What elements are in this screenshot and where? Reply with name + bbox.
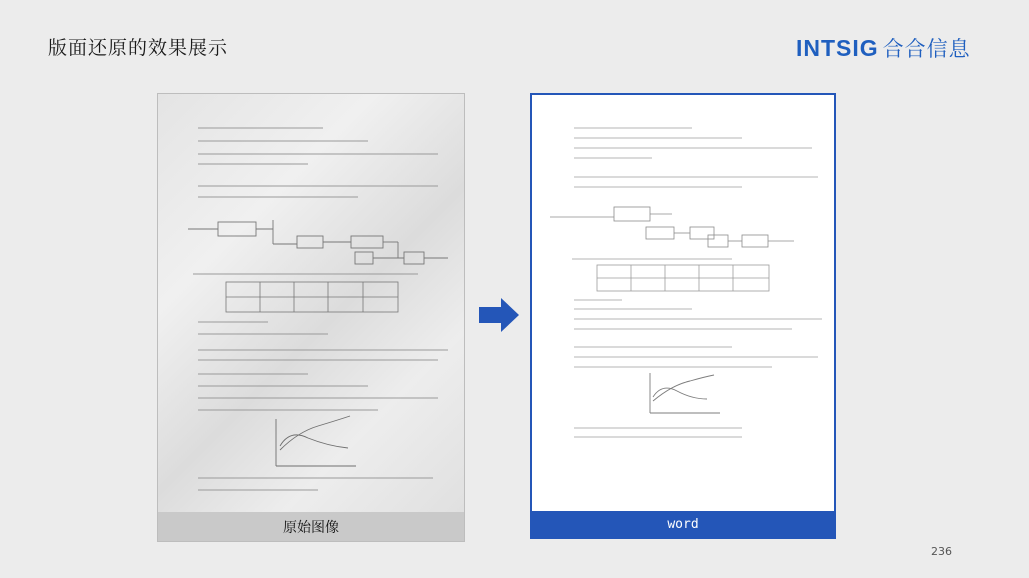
original-scan-image bbox=[158, 94, 464, 512]
logo-text-en: INTSIG bbox=[796, 34, 879, 61]
page-number: 236 bbox=[931, 545, 952, 558]
right-arrow-icon bbox=[479, 296, 521, 338]
original-scan-drawing bbox=[158, 94, 464, 512]
word-document-drawing bbox=[532, 95, 834, 507]
word-output-caption: word bbox=[532, 511, 834, 537]
word-output-panel bbox=[530, 93, 836, 539]
original-image-panel bbox=[157, 93, 465, 542]
logo-text-cn: 合合信息 bbox=[882, 37, 971, 61]
original-image-caption: 原始图像 bbox=[158, 512, 464, 541]
slide-title: 版面还原的效果展示 bbox=[48, 37, 229, 59]
company-logo bbox=[796, 33, 971, 63]
